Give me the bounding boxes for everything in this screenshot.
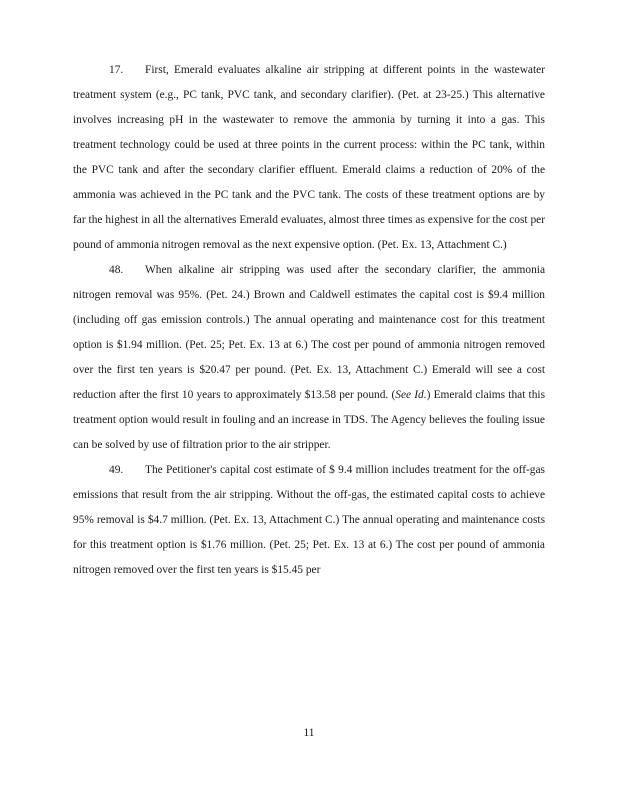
paragraph-49	[73, 458, 545, 583]
paragraph-number: 17.	[109, 64, 124, 76]
paragraph-number: 49.	[109, 464, 124, 476]
paragraph-48	[73, 258, 545, 458]
paragraph-17	[73, 58, 545, 258]
page-number: 11	[303, 727, 315, 739]
paragraph-text: When alkaline air stripping was used after the secondary clarifier, the ammonia nitrogen removal was 95%. (Pet. 24.) Brown and Caldwell estimates the capital cost is $9.4 million (including off gas emission controls.) The annual operating and maintenance cost for this treatment option is $1.94 million. (Pet. 25; Pet. Ex. 13 at 6.) The cost per pound of ammonia nitrogen removed over the first ten years is $20.47 per pound. (Pet. Ex. 13, Attachment C.) Emerald will see a cost reduction after the first 10 years to approximately $13.58 per pound. (	[73, 264, 545, 401]
citation-italic: See Id.	[395, 389, 427, 401]
paragraph-text: First, Emerald evaluates alkaline air stripping at different points in the wastewater treatment system (e.g., PC tank, PVC tank, and secondary clarifier). (Pet. at 23-25.) This alternative involves increasing pH in the wastewater to remove the ammonia by turning it into a gas. This treatment technology could be used at three points in the current process: within the PC tank, within the PVC tank and after the secondary clarifier effluent. Emerald claims a reduction of 20% of the ammonia was achieved in the PC tank and the PVC tank. The costs of these treatment options are by far the highest in all the alternatives Emerald evaluates, almost three times as expensive for the cost per pound of ammonia nitrogen removal as the next expensive option. (Pet. Ex. 13, Attachment C.)	[73, 64, 545, 251]
paragraph-number: 48.	[109, 264, 124, 276]
paragraph-text-continued: ) Emerald claims that this treatment option would result in fouling and an increase in TDS. The Agency believes the fouling issue can be solved by use of filtration prior to the air stripper.	[73, 389, 546, 451]
document-page	[73, 58, 545, 583]
paragraph-text: The Petitioner's capital cost estimate of $ 9.4 million includes treatment for the off-gas emissions that result from the air stripping. Without the off-gas, the estimated capital costs to achieve 95% removal is $4.7 million. (Pet. Ex. 13, Attachment C.) The annual operating and maintenance costs for this treatment option is $1.76 million. (Pet. 25; Pet. Ex. 13 at 6.) The cost per pound of ammonia nitrogen removed over the first ten years is $15.45 per	[73, 464, 545, 576]
